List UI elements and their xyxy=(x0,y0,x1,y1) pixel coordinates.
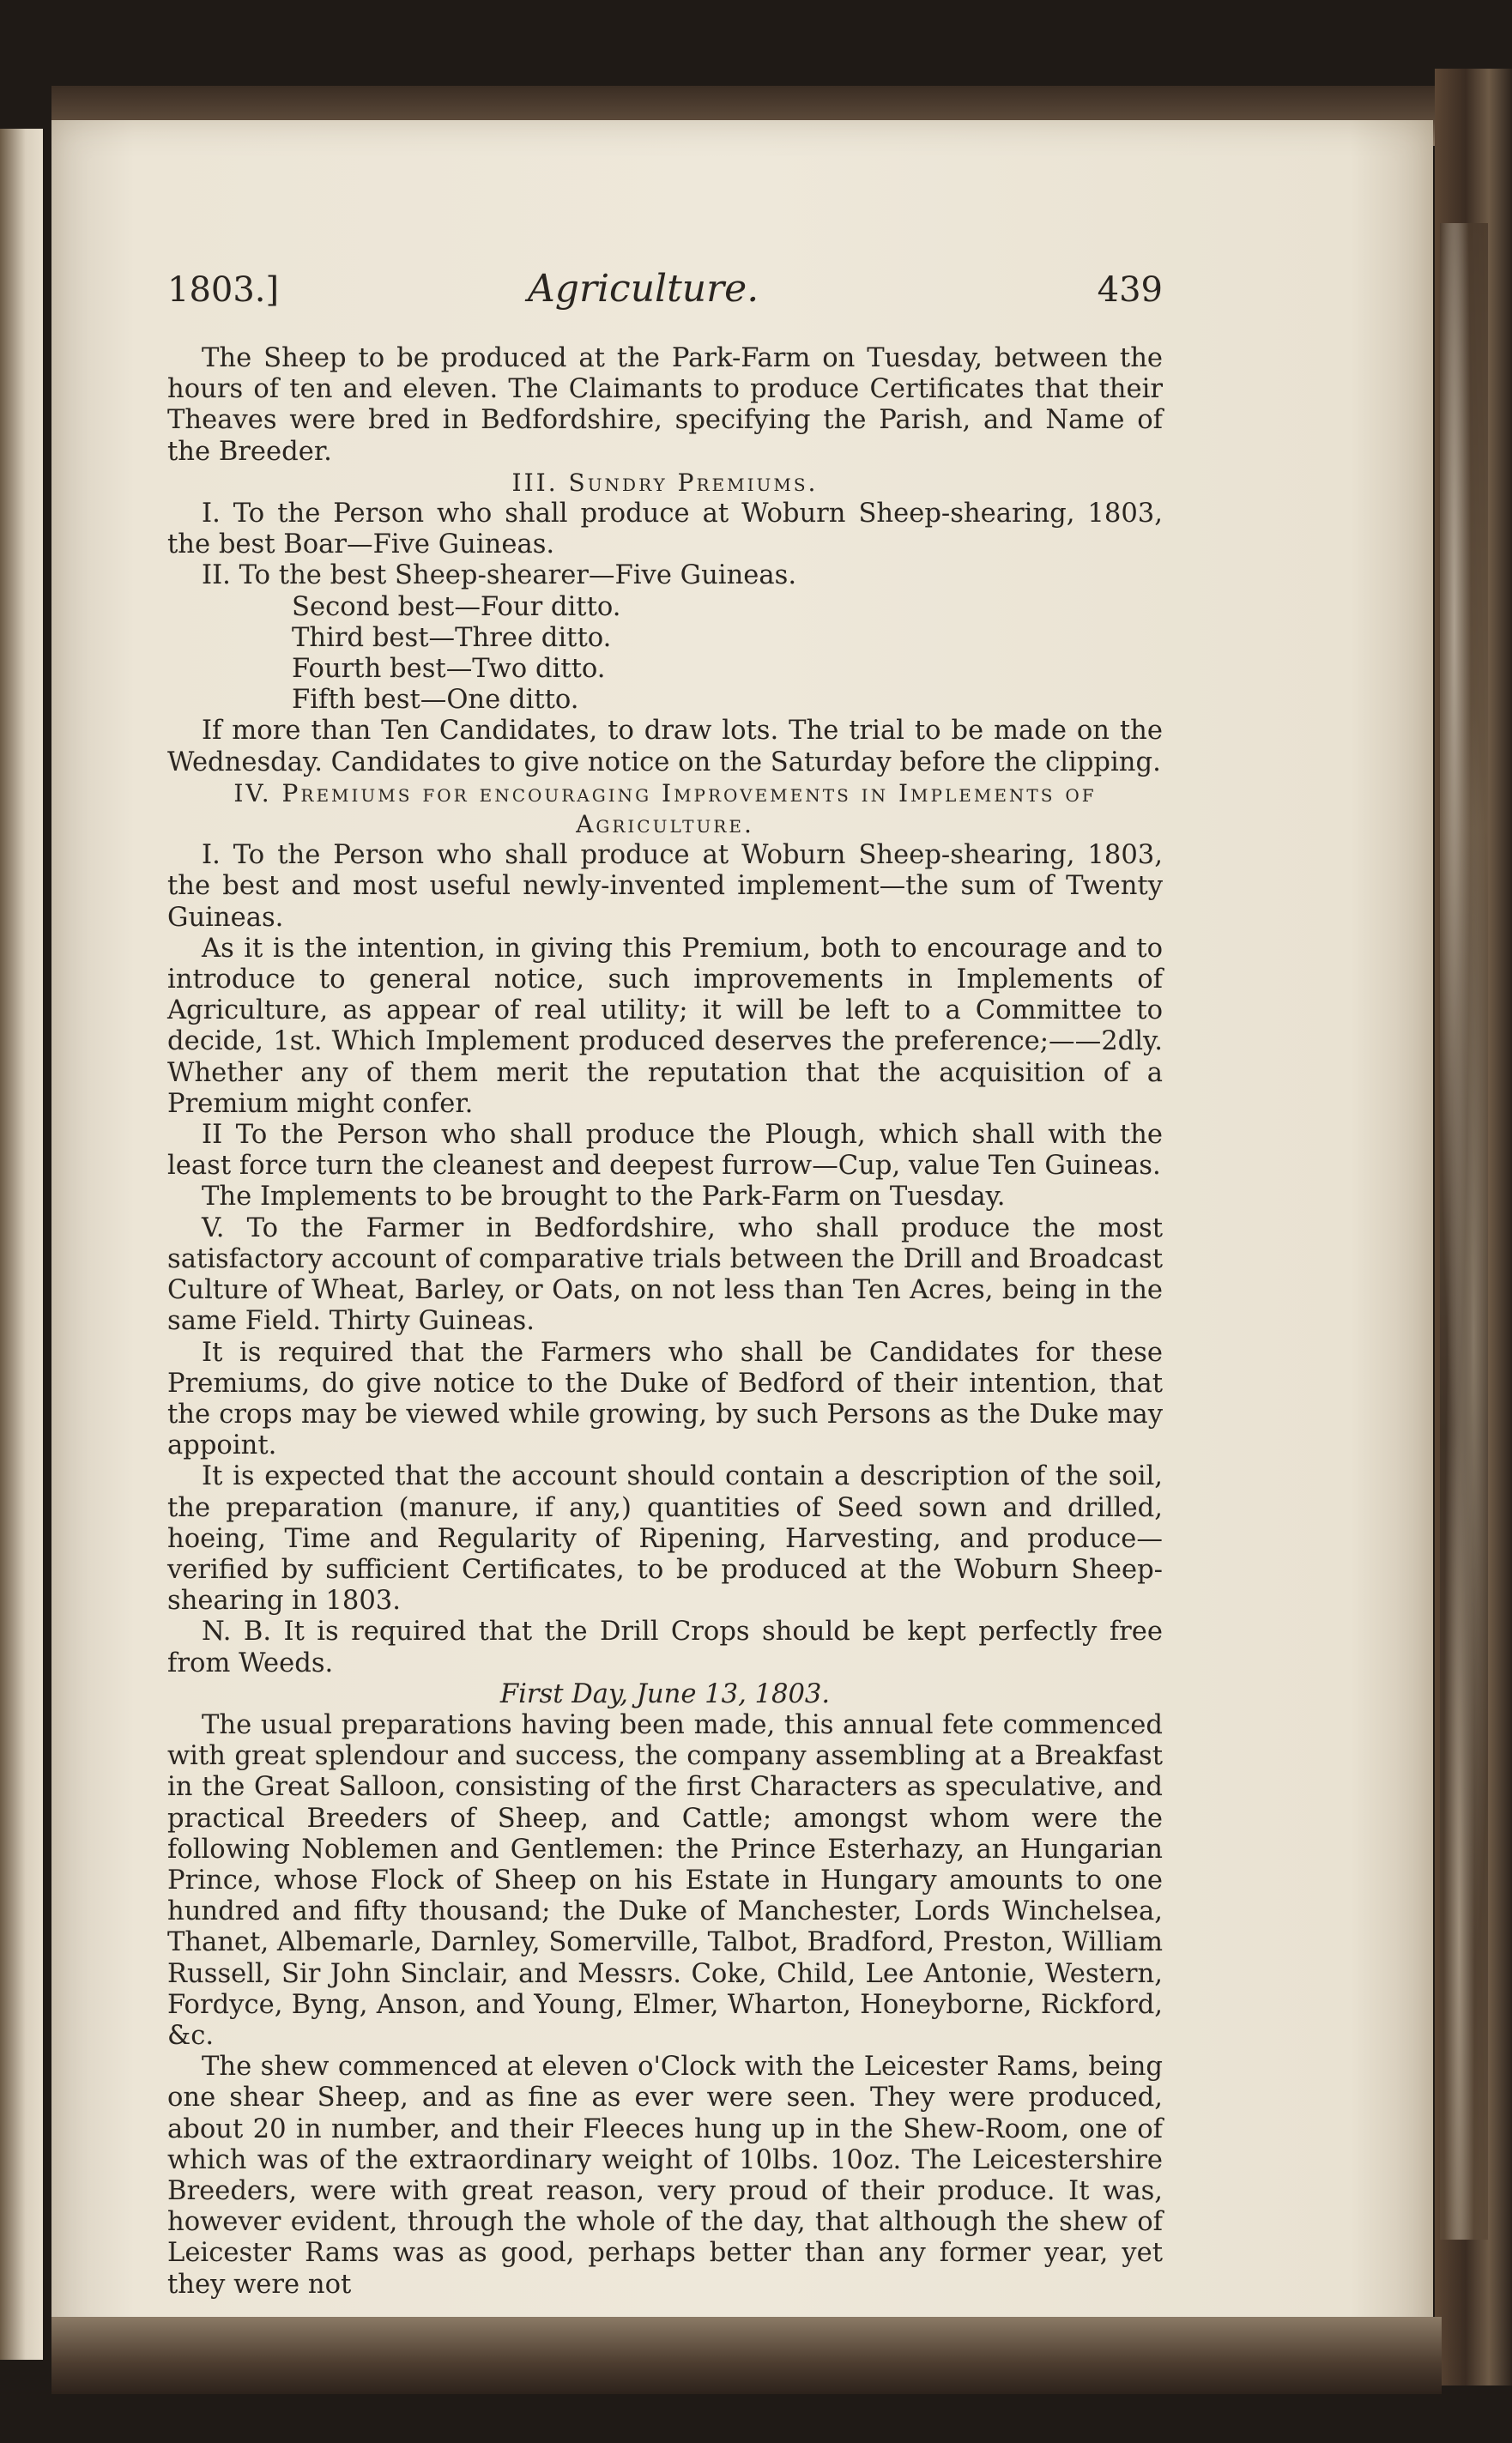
page-number: 439 xyxy=(1097,270,1163,310)
heading-first-day: First Day, June 13, 1803. xyxy=(499,1678,831,1709)
paragraph-required: It is required that the Farmers who shall be Candidates for these Premiums, do give notice to the Duke of Bedford of their intention, that the crops may be viewed while growing, by such Persons as the Duke may appoint. xyxy=(167,1337,1163,1461)
running-head-date: 1803.] xyxy=(167,270,280,310)
paragraph-lots: If more than Ten Candidates, to draw lots. The trial to be made on the Wednesday. Candidates to give notice on the Saturday before the clipping. xyxy=(167,716,1163,777)
page-body xyxy=(167,343,1163,2301)
list-item: Fourth best—Two ditto. xyxy=(292,654,606,685)
shearer-prize-list xyxy=(292,592,1163,717)
running-head xyxy=(167,267,1163,313)
paragraph-shew: The shew commenced at eleven o'Clock with the Leicester Rams, being one shear Sheep, and as fine as ever were seen. They were produced, about 20 in number, and their Fleeces hung up in the Shew-Room, one of which was of the extraordinary weight of 10lbs. 10oz. The Leicestershire Breeders, were with great reason, very proud of their produce. It was, however evident, through the whole of the day, that although the shew of Leicester Rams was as good, perhaps better than any former year, yet they were not xyxy=(167,2052,1163,2300)
paragraph-farmer: V. To the Farmer in Bedfordshire, who shall produce the most satisfactory account of comparative trials between the Drill and Broadcast Culture of Wheat, Barley, or Oats, on not less than Ten Acres, being in the same Field. Thirty Guineas. xyxy=(167,1212,1163,1337)
list-item: Second best—Four ditto. xyxy=(292,591,621,622)
paragraph-intention: As it is the intention, in giving this Premium, both to encourage and to introduce to general notice, such improvements in Implements of Agriculture, as appear of real utility; it will be left to a Committee to decide, 1st. Which Implement produced deserves the preference;——2dly. Whether any of them merit the reputation that the acquisition of a Premium might confer. xyxy=(167,933,1163,1119)
paragraph-boar: I. To the Person who shall produce at Woburn Sheep-shearing, 1803, the best Boar—Five Guineas. xyxy=(167,499,1163,560)
paragraph-brought: The Implements to be brought to the Park-Farm on Tuesday. xyxy=(202,1182,1006,1212)
list-item: Third best—Three ditto. xyxy=(292,622,612,653)
marbled-board xyxy=(1440,223,1488,2240)
paragraph-sheep: The Sheep to be produced at the Park-Farm on Tuesday, between the hours of ten and eleven. The Claimants to produce Certificates that their Theaves were bred in Bedfordshire, specifying the Parish, and Name of the Breeder. xyxy=(167,343,1163,467)
paragraph-expected: It is expected that the account should contain a description of the soil, the preparation (manure, if any,) quantities of Seed sown and drilled, hoeing, Time and Regularity of Ripening, Harvesting, and produce—verified by sufficient Certificates, to be produced at the Woburn Sheep-shearing in 1803. xyxy=(167,1461,1163,1617)
list-item: Fifth best—One ditto. xyxy=(292,685,579,716)
running-head-title: Agriculture. xyxy=(528,267,759,311)
paragraph-plough: II To the Person who shall produce the Plough, which shall with the least force turn the cleanest and deepest furrow—Cup, value Ten Guineas. xyxy=(167,1120,1163,1182)
heading-implements: IV. Premiums for encouraging Improvements in Implements of Agriculture. xyxy=(233,778,1097,839)
heading-sundry-premiums: III. Sundry Premiums. xyxy=(511,468,819,497)
paragraph-implement: I. To the Person who shall produce at Woburn Sheep-shearing, 1803, the best and most useful newly-invented implement—the sum of Twenty Guineas. xyxy=(167,840,1163,933)
paragraph-nb: N. B. It is required that the Drill Crops should be kept perfectly free from Weeds. xyxy=(167,1617,1163,1678)
paragraph-shearer: II. To the best Sheep-shearer—Five Guineas. xyxy=(202,560,797,591)
book-bottom-edge xyxy=(51,2317,1442,2394)
paragraph-usual: The usual preparations having been made, this annual fete commenced with great splendour and success, the company assembling at a Breakfast in the Great Salloon, consisting of the first Characters as speculative, and practical Breeders of Sheep, and Cattle; amongst whom were the following Noblemen and Gentlemen: the Prince Esterhazy, an Hungarian Prince, whose Flock of Sheep on his Estate in Hungary amounts to one hundred and fifty thousand; the Duke of Manchester, Lords Winchelsea, Thanet, Albemarle, Darnley, Somerville, Talbot, Bradford, Preston, William Russell, Sir John Sinclair, and Messrs. Coke, Child, Lee Antonie, Western, Fordyce, Byng, Anson, and Young, Elmer, Wharton, Honeyborne, Rickford, &c. xyxy=(167,1709,1163,2051)
left-page-edge xyxy=(0,129,43,2360)
